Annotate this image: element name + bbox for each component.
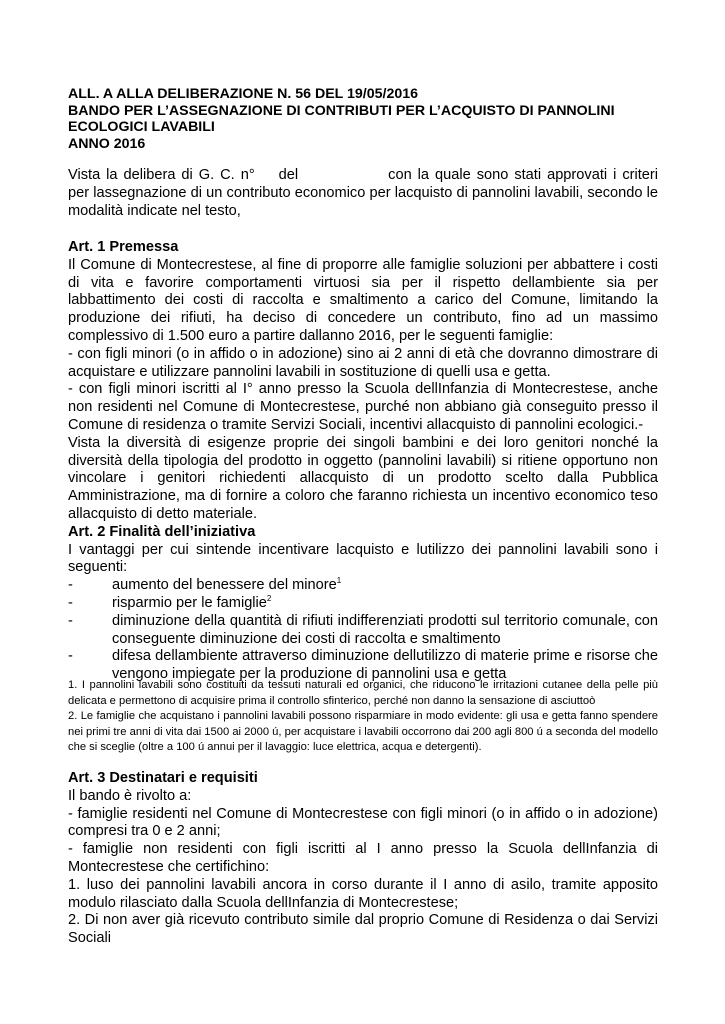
document-header — [68, 86, 658, 152]
list-dash: - — [68, 612, 73, 629]
art2-intro: I vantaggi per cui sintende incentivare lacquisto e lutilizzo dei pannolini lavabili sono i seguenti: — [68, 541, 658, 576]
art3-line-1: Il bando è rivolto a: — [68, 787, 192, 804]
year-title: ANNO 2016 — [68, 135, 146, 152]
list-item-text: risparmio per le famiglie — [112, 594, 267, 611]
art3-line-3: - famiglie non residenti con figli iscritti al I anno presso la Scuola dellInfanzia di Montecrestese che certifichino: — [68, 841, 658, 875]
visto-part-c: con la quale sono stati approvati i criteri per lassegnazione di un contributo economico per lacquisto di pannolini lavabili, secondo le modalità indicate nel testo, — [68, 167, 658, 219]
footnote-1: 1. I pannolini lavabili sono costituiti da tessuti naturali ed organici, che riducono le irritazioni cutanee della pelle più delicata e permettono di acquisire prima il controllo sfinterico, perché non danno la sensazione di asciuttoò — [68, 679, 658, 707]
list-item-text: diminuzione della quantità di rifiuti indifferenziati prodotti sul territorio comunale, con conseguente diminuzione dei costi di raccolta e smaltimento — [112, 612, 658, 647]
intro-paragraph — [68, 167, 658, 220]
visto-part-b: del — [278, 167, 299, 183]
art3-line-5: 2. Di non aver già ricevuto contributo simile dal proprio Comune di Residenza o dai Servizi Sociali — [68, 912, 658, 947]
footnotes — [68, 678, 658, 756]
art1-paragraph-4: Vista la diversità di esigenze proprie dei singoli bambini e dei loro genitori nonché la diversità della tipologia del prodotto in oggetto (pannolini lavabili) si ritiene opportuno non vincolare i genitori richiedenti allacquisto di un prodotto scelto dalla Pubblica Amministrazione, ma di fornire a coloro che faranno richiesta un incentivo economico teso allacquisto di detto materiale. — [68, 434, 658, 522]
art1-paragraph-3: - con figli minori iscritti al I° anno presso la Scuola dellInfanzia di Montecrestese, anche non residenti nel Comune di Montecrestese, purché non abbiano già conseguito presso il Comune di residenza o tramite Servizi Sociali, incentivi allacquisto di pannolini ecologici.- — [68, 381, 658, 433]
footnote-2: 2. Le famiglie che acquistano i pannolini lavabili possono risparmiare in modo evidente: gli usa e getta fanno spendere nei primi tre anni di vita dai 1500 ai 2000 ú, per acquistare i lavabili occorrono dai 200 agli 800 ú a seconda del modello che si sceglie (oltre a 100 ú annui per il lavaggio: luce elettrica, acqua e detergenti). — [68, 710, 658, 754]
attachment-title: ALL. A ALLA DELIBERAZIONE N. 56 DEL 19/05/2016 — [68, 86, 419, 102]
art1-paragraph-2: - con figli minori (o in affido o in adozione) sino ai 2 anni di età che dovranno dimostrare di acquistare e utilizzare pannolini lavabili in sostituzione di quelli usa e getta. — [68, 345, 658, 380]
list-dash: - — [68, 648, 73, 665]
footnote-ref: 1 — [336, 576, 342, 586]
list-item-text: aumento del benessere del minore — [112, 577, 337, 594]
art3-section — [68, 770, 658, 948]
art3-title: Art. 3 Destinatari e requisiti — [68, 770, 258, 786]
art3-line-2: - famiglie residenti nel Comune di Montecrestese con figli minori (o in affido o in adozione) compresi tra 0 e 2 anni; — [68, 805, 658, 840]
visto-part-a: Vista la delibera di G. C. n° — [68, 167, 255, 183]
art1-title: Art. 1 Premessa — [68, 239, 179, 255]
art2-title: Art. 2 Finalità dell’iniziativa — [68, 523, 256, 540]
art1-section — [68, 239, 658, 684]
list-item — [68, 613, 658, 649]
art1-paragraph-1: Il Comune di Montecrestese, al fine di proporre alle famiglie soluzioni per abbattere i costi di vita e favorire comportamenti virtuosi sia per il rispetto dellambiente sia per labbattimento dei costi di raccolta e smaltimento a carico del Comune, limitando la produzione dei rifiuti, ha deciso di concedere un contributo, fino ad un massimo complessivo di 1.500 euro a partire dallanno 2016, per le seguenti famiglie: — [68, 256, 658, 344]
list-dash: - — [68, 594, 73, 611]
list-dash: - — [68, 577, 73, 594]
list-item — [68, 577, 658, 595]
list-item — [68, 595, 658, 613]
footnote-ref: 2 — [266, 593, 272, 603]
list-item-text: difesa dellambiente attraverso diminuzione dellutilizzo di materie prime e risorse che vengono impiegate per la produzione di pannolini usa e getta — [112, 648, 658, 683]
art3-line-4: 1. luso dei pannolini lavabili ancora in corso durante il I anno di asilo, tramite apposito modulo rilasciato dalla Scuola dellInfanzia di Montecrestese; — [68, 876, 658, 911]
bando-title: BANDO PER L’ASSEGNAZIONE DI CONTRIBUTI PER L’ACQUISTO DI PANNOLINI ECOLOGICI LAVABILI — [68, 102, 615, 135]
